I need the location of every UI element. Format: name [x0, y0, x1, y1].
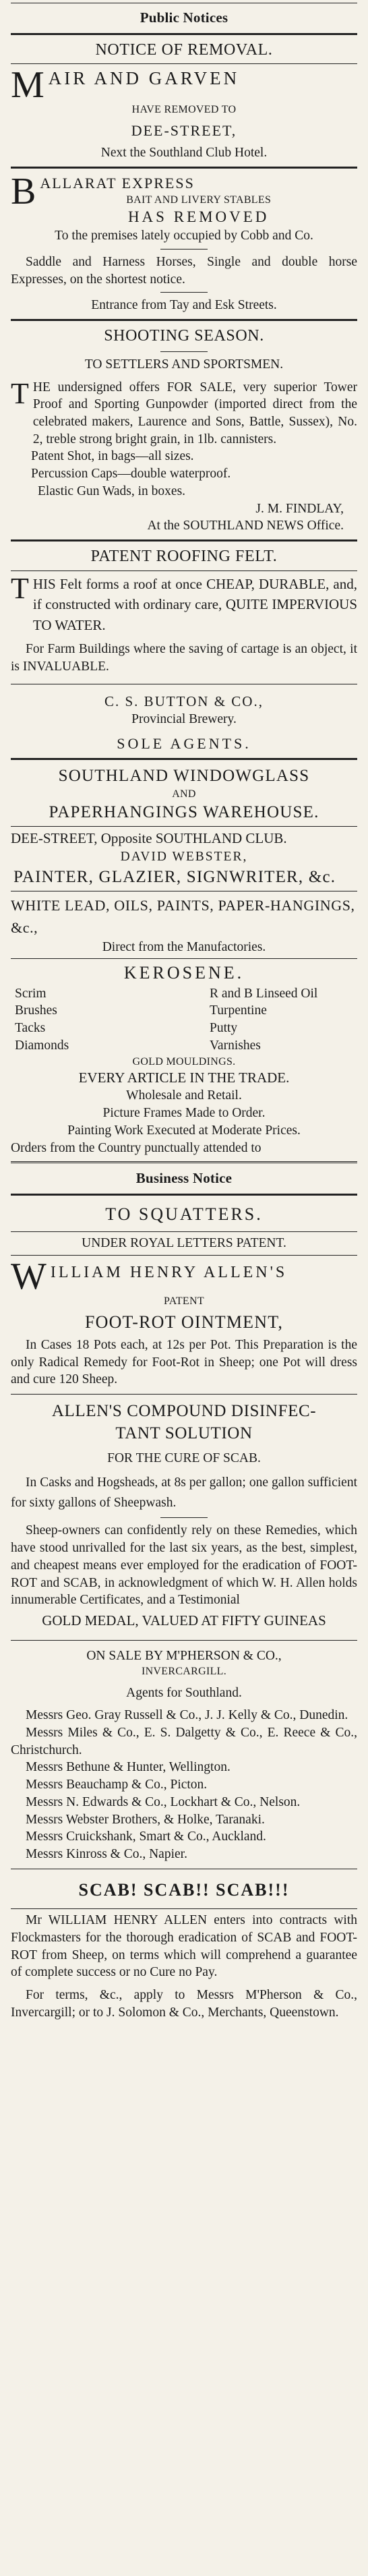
windowglass-orders: Orders from the Country punctually attended to — [11, 1140, 262, 1155]
windowglass-frames: Picture Frames Made to Order. — [102, 1106, 266, 1121]
drop-cap: T — [11, 376, 29, 410]
shooting-para: HE undersigned offers FOR SALE, very superior Tower Proof and Sporting Gunpowder (imported direct from the celebrated makers, Laurence and Sons, Battle, Sussex), No. 2, treble strong bright grain, in 1lb. cannisters. — [32, 380, 357, 446]
ad-rule — [11, 758, 357, 760]
windowglass-title2: PAPERHANGINGS WAREHOUSE. — [49, 803, 319, 822]
goods-item: Turpentine — [210, 1003, 267, 1018]
goods-item: Tacks — [15, 1021, 46, 1036]
shooting-title: SHOOTING SEASON. — [104, 327, 264, 345]
drop-cap: W — [11, 1256, 47, 1298]
roofing-para1: HIS Felt forms a roof at once CHEAP, DURABLE, and, if constructed with ordinary care, QUITE IMPERVIOUS TO WATER. — [32, 575, 357, 633]
agent-entry: Messrs Beauchamp & Co., Picton. — [26, 1778, 208, 1792]
public-notices-header: Public Notices — [140, 9, 228, 26]
windowglass-and: AND — [172, 788, 196, 800]
roofing-firm: C. S. BUTTON & CO., — [104, 693, 264, 709]
windowglass-kerosene: KEROSENE. — [123, 963, 245, 983]
windowglass-title1: SOUTHLAND WINDOWGLASS — [58, 767, 310, 786]
windowglass-direct: Direct from the Manufactories. — [102, 939, 266, 954]
agents-list — [11, 1707, 357, 1863]
inner-rule — [11, 958, 357, 959]
shooting-signer-place: At the SOUTHLAND NEWS Office. — [147, 519, 344, 533]
firm-name: AIR AND GARVEN — [48, 68, 240, 89]
removal-firm — [11, 64, 357, 107]
inner-rule — [11, 1908, 357, 1909]
for-scab: FOR THE CURE OF SCAB. — [107, 1451, 261, 1466]
short-rule — [160, 1517, 208, 1518]
roofing-body — [11, 571, 357, 635]
short-rule — [160, 249, 208, 250]
goods-item: Scrim — [15, 986, 47, 1001]
agent-entry: Messrs Bethune & Hunter, Wellington. — [26, 1760, 231, 1775]
windowglass-address: DEE-STREET, Opposite SOUTHLAND CLUB. — [11, 830, 287, 847]
terms-para: For terms, &c., apply to Messrs M'Pherson & Co., Invercargill; or to J. Solomon & Co., Merchants, Queenstown. — [11, 1988, 357, 2020]
removal-notice — [11, 38, 357, 163]
section-rule — [11, 33, 357, 35]
agent-entry: Messrs Geo. Gray Russell & Co., J. J. Kelly & Co., Dunedin. — [26, 1708, 348, 1723]
title-rule — [11, 63, 357, 64]
agent-entry: Messrs Webster Brothers, & Holke, Taranaki. — [26, 1812, 265, 1827]
title-rule — [11, 570, 357, 571]
roofing-para2: For Farm Buildings where the saving of cartage is an object, it is INVALUABLE. — [11, 642, 357, 674]
drop-cap: M — [11, 64, 44, 107]
inner-rule — [11, 1255, 357, 1256]
ballarat-notice — [11, 172, 357, 316]
goods-item: Varnishes — [210, 1038, 261, 1053]
windowglass-notice — [11, 763, 357, 1158]
ballarat-heading — [11, 170, 357, 228]
goods-item: Brushes — [15, 1003, 57, 1018]
agent-entry: Messrs N. Edwards & Co., Lockhart & Co., Nelson. — [26, 1794, 301, 1809]
compound-title1: ALLEN'S COMPOUND DISINFEC- — [51, 1402, 317, 1421]
agents-title: Agents for Southland. — [126, 1685, 242, 1700]
windowglass-lead: WHITE LEAD, OILS, PAINTS, PAPER-HANGINGS, &c., — [11, 896, 355, 936]
windowglass-trade: PAINTER, GLAZIER, SIGNWRITER, &c. — [13, 867, 336, 886]
on-sale: ON SALE BY M'PHERSON & CO., — [86, 1648, 282, 1663]
ballarat-line1: ALLARAT EXPRESS — [40, 174, 195, 192]
agent-entry: Messrs Cruickshank, Smart & Co., Auckland. — [26, 1829, 266, 1844]
shooting-item: Elastic Gun Wads, in boxes. — [38, 484, 186, 498]
scab-heading: SCAB! SCAB!! SCAB!!! — [78, 1879, 290, 1900]
shooting-signer: J. M. FINDLAY, — [255, 501, 344, 516]
ballarat-para: Saddle and Harness Horses, Single and double horse Expresses, on the shortest notice. — [11, 254, 357, 287]
ad-rule — [11, 539, 357, 541]
inner-rule — [11, 1394, 357, 1395]
shooting-subtitle: TO SETTLERS AND SPORTSMEN. — [84, 357, 284, 372]
inner-rule — [11, 1231, 357, 1232]
short-rule — [160, 351, 208, 352]
ad-rule — [11, 319, 357, 321]
inner-rule — [11, 826, 357, 827]
windowglass-every: EVERY ARTICLE IN THE TRADE. — [78, 1069, 290, 1086]
windowglass-wholesale: Wholesale and Retail. — [126, 1088, 242, 1103]
drop-cap: T — [11, 571, 29, 605]
section-rule — [11, 1161, 357, 1163]
windowglass-painting: Painting Work Executed at Moderate Prices. — [67, 1123, 301, 1138]
business-notice-header: Business Notice — [135, 1170, 233, 1187]
goods-item: R and B Linseed Oil — [210, 986, 318, 1001]
inner-rule — [11, 1640, 357, 1641]
goods-list — [11, 985, 357, 1055]
removal-title: NOTICE OF REMOVAL. — [95, 40, 273, 59]
newspaper-page — [0, 3, 368, 2576]
ad-rule — [11, 167, 357, 169]
shooting-item: Patent Shot, in bags—all sizes. — [31, 449, 194, 464]
agent-entry: Messrs Kinross & Co., Napier. — [26, 1847, 187, 1862]
ballarat-line2: BAIT AND LIVERY STABLES — [126, 194, 272, 206]
shooting-body — [11, 376, 357, 448]
squatters-title: TO SQUATTERS. — [105, 1204, 263, 1225]
allen-name — [11, 1256, 357, 1298]
goods-item: Diamonds — [15, 1038, 69, 1053]
agent-entry: Messrs Miles & Co., E. S. Dalgetty & Co., E. Reece & Co., Christchurch. — [11, 1726, 357, 1757]
allen-notice — [11, 1199, 357, 2023]
section-rule — [11, 1194, 357, 1196]
ballarat-line3: HAS REMOVED — [127, 208, 270, 225]
allen-patent: PATENT — [164, 1295, 204, 1307]
allen-name-rest: ILLIAM HENRY ALLEN'S — [50, 1264, 288, 1282]
allen-para: In Cases 18 Pots each, at 12s per Pot. This Preparation is the only Radical Remedy for Foot-Rot in Sheep; one Pot will dress and cure 120 Sheep. — [11, 1337, 357, 1387]
ballarat-line4: To the premises lately occupied by Cobb and Co. — [55, 229, 313, 243]
drop-cap: B — [11, 170, 36, 212]
goods-item: Putty — [210, 1021, 238, 1036]
roofing-firm-place: Provincial Brewery. — [131, 712, 237, 727]
shooting-item: Percussion Caps—double waterproof. — [31, 467, 231, 481]
windowglass-gold: GOLD MOULDINGS. — [132, 1055, 236, 1067]
windowglass-owner: DAVID WEBSTER, — [120, 849, 248, 864]
owners-para: Sheep-owners can confidently rely on these Remedies, which have stood unrivalled for the last six years, as the best, simplest, and cheapest means ever employed for the eradication of FOOT-ROT and SCAB, in acknowledgment of which W. H. Allen holds innumerable Certificates, and a Testimonial — [11, 1523, 357, 1608]
removal-line2: Next the Southland Club Hotel. — [100, 145, 268, 160]
on-sale-place: INVERCARGILL. — [141, 1666, 227, 1678]
casks-para: In Casks and Hogsheads, at 8s per gallon; one gallon sufficient for sixty gallons of Sheepwash. — [11, 1475, 357, 1511]
roofing-title: PATENT ROOFING FELT. — [90, 548, 278, 566]
ballarat-entrance: Entrance from Tay and Esk Streets. — [91, 298, 277, 313]
removal-street: DEE-STREET, — [131, 121, 237, 139]
shooting-notice — [11, 324, 357, 536]
short-rule — [160, 292, 208, 293]
roofing-notice — [11, 545, 357, 755]
allen-product: FOOT-ROT OINTMENT, — [84, 1312, 284, 1332]
roofing-agents: SOLE AGENTS. — [117, 735, 251, 753]
royal-patent: UNDER ROYAL LETTERS PATENT. — [82, 1236, 286, 1251]
gold-medal: GOLD MEDAL, VALUED AT FIFTY GUINEAS — [42, 1612, 326, 1629]
contract-para: Mr WILLIAM HENRY ALLEN enters into contracts with Flockmasters for the thorough eradication of SCAB and FOOT-ROT from Sheep, on terms which will comprehend a guarantee of complete success or no Cure no Pay. — [11, 1913, 357, 1980]
removal-line1: HAVE REMOVED TO — [131, 103, 237, 115]
compound-title2: TANT SOLUTION — [115, 1424, 253, 1443]
